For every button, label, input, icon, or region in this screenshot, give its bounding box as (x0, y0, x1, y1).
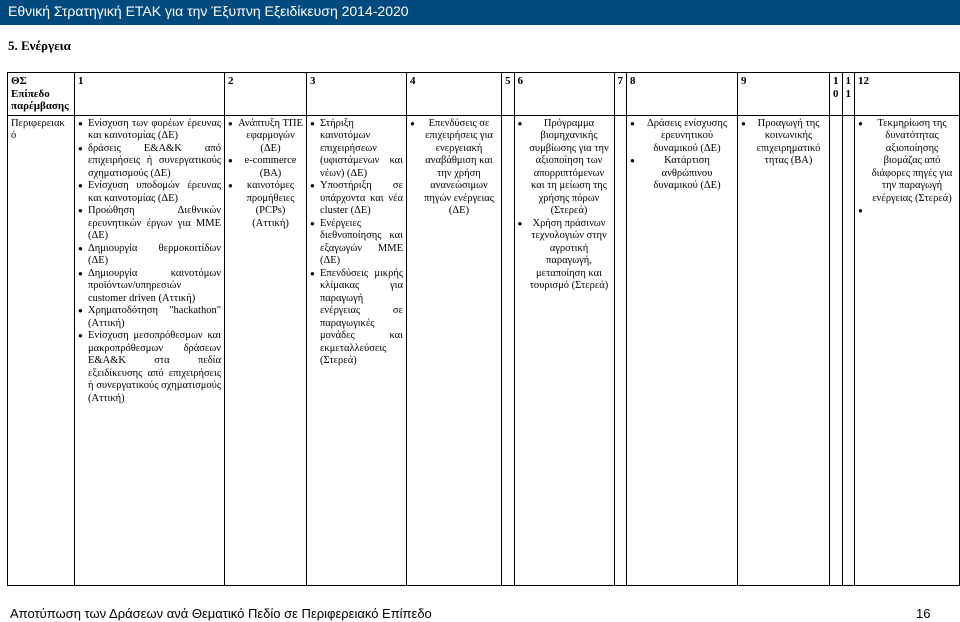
list-item: ● καινοτόμες προμήθειες (PCPs) (Αττική) (228, 180, 303, 230)
header-cell-9: 9 (738, 73, 830, 116)
list-item: ● Ενέργειες διεθνοποίησης και εξαγωγών ΜΜΕ (ΔΕ) (310, 218, 403, 268)
document-header-title: Εθνική Στρατηγική ΕΤΑΚ για την Έξυπνη Εξειδίκευση 2014-2020 (8, 3, 409, 19)
header-cell-8: 8 (627, 73, 738, 116)
list-item: ● Δημιουργία καινοτόμων προϊόντων/υπηρεσιών customer driven (Αττική) (78, 268, 221, 306)
list-item: ● Δημιουργία θερμοκοιτίδων (ΔΕ) (78, 243, 221, 268)
actions-table (7, 72, 960, 586)
list-item: ● Χρήση πράσινων τεχνολογιών στην αγροτική παραγωγή, μεταποίηση και τουρισμό (Στερεά) (518, 218, 611, 293)
cell-col-7 (614, 115, 627, 585)
page-number: 16 (916, 606, 931, 621)
cell-col-4 (407, 115, 502, 585)
list-item: ● e-commerce (ΒΑ) (228, 155, 303, 180)
list-item: ● Επενδύσεις μικρής κλίμακας για παραγωγή ενέργειας σε παραγωγικές μονάδες και εκμεταλλεύσεις (Στερεά) (310, 268, 403, 368)
header-cell-5: 5 (502, 73, 515, 116)
cell-col-5 (502, 115, 515, 585)
cell-col-1 (75, 115, 225, 585)
document-header-bar (0, 0, 960, 25)
table-row (8, 115, 960, 585)
list-item: ● Χρηματοδότηση "hackathon" (Αττική) (78, 305, 221, 330)
list-item: ● Προαγωγή της κοινωνικής επιχειρηματικό τητας (ΒΑ) (741, 118, 826, 168)
header-cell-7: 7 (614, 73, 627, 116)
header-cell-1: 1 (75, 73, 225, 116)
cell-col-6 (514, 115, 614, 585)
cell-col-8 (627, 115, 738, 585)
header-cell-4: 4 (407, 73, 502, 116)
header-cell-10: 1 0 (830, 73, 843, 116)
cell-col-3 (307, 115, 407, 585)
header-line: παρέμβασης (11, 100, 69, 112)
cell-col-12 (855, 115, 960, 585)
header-cell-6: 6 (514, 73, 614, 116)
cell-col-2 (225, 115, 307, 585)
list-item: ● Κατάρτιση ανθρώπινου δυναμικού (ΔΕ) (630, 155, 734, 193)
table-header-row (8, 73, 960, 116)
section-title: 5. Ενέργεια (8, 38, 71, 53)
header-cell-level (8, 73, 75, 116)
list-item: ● Ενίσχυση μεσοπρόθεσμων και μακροπρόθεσμων δράσεων Ε&Α&Κ στα πεδία εξειδίκευσης από επιχειρήσεις ή συνεργατικούς σχηματισμούς (Αττική) (78, 330, 221, 405)
list-item (858, 205, 956, 217)
list-item: ● δράσεις Ε&Α&Κ από επιχειρήσεις ή συνεργατικούς σχηματισμούς (ΔΕ) (78, 143, 221, 181)
list-item: ● Δράσεις ενίσχυσης ερευνητικού δυναμικού (ΔΕ) (630, 118, 734, 156)
header-line: Επίπεδο (11, 87, 50, 100)
list-item: ● Ενίσχυση υποδομών έρευνας και καινοτομίας (ΔΕ) (78, 180, 221, 205)
list-item: ● Προώθηση Διεθνικών ερευνητικών έργων για ΜΜΕ (ΔΕ) (78, 205, 221, 243)
header-cell-11: 1 1 (842, 73, 855, 116)
cell-col-9 (738, 115, 830, 585)
header-cell-3: 3 (307, 73, 407, 116)
list-item: ● Υποστήριξη σε υπάρχοντα και νέα cluster (ΔΕ) (310, 180, 403, 218)
list-item: ● Επενδύσεις σε επιχειρήσεις για ενεργειακή αναβάθμιση και την χρήση ανανεώσιμων πηγών ενέργειας (ΔΕ) (410, 118, 498, 218)
header-cell-2: 2 (225, 73, 307, 116)
header-cell-12: 12 (855, 73, 960, 116)
list-item: ● Ενίσχυση των φορέων έρευνας και καινοτομίας (ΔΕ) (78, 118, 221, 143)
cell-col-11 (842, 115, 855, 585)
list-item: ● Τεκμηρίωση της δυνατότητας αξιοποίησης βιομάζας από διάφορες πηγές για την παραγωγή ενέργειας (Στερεά) (858, 118, 956, 206)
list-item: ● Ανάπτυξη ΤΠΕ εφαρμογών (ΔΕ) (228, 118, 303, 156)
header-line: ΘΣ (11, 75, 27, 87)
list-item: ● Πρόγραμμα βιομηχανικής συμβίωσης για την αξιοποίηση των απορριπτόμενων και τη μείωση της χρήσης πόρων (Στερεά) (518, 118, 611, 218)
row-label-cell: Περιφερειακ ό (8, 115, 75, 585)
footer-text: Αποτύπωση των Δράσεων ανά Θεματικό Πεδίο σε Περιφερειακό Επίπεδο (10, 606, 432, 621)
cell-col-10 (830, 115, 843, 585)
list-item: ● Στήριξη καινοτόμων επιχειρήσεων (υφιστάμενων και νέων) (ΔΕ) (310, 118, 403, 181)
